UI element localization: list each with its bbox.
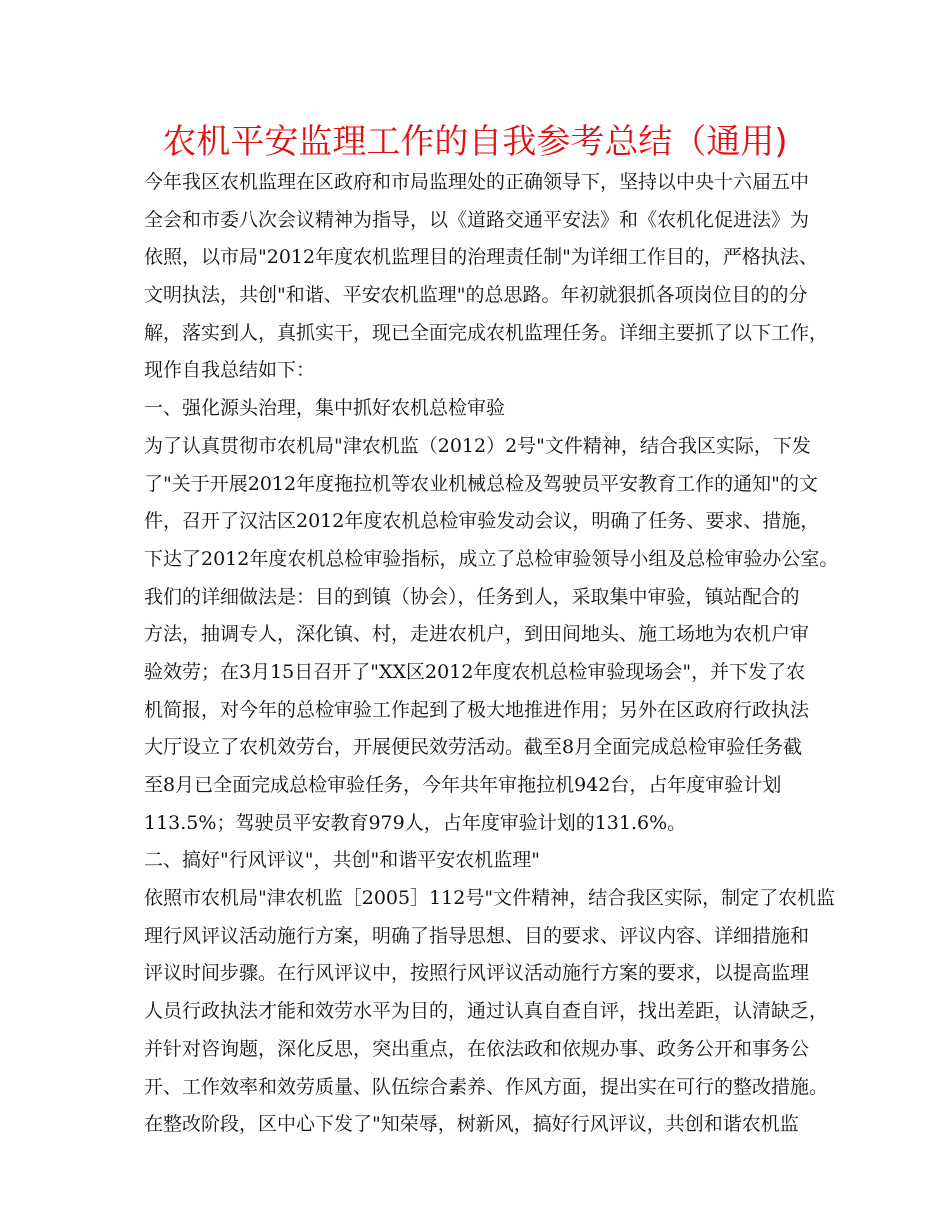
paragraph-line: 件，召开了汉沽区2012年度农机总检审验发动会议，明确了任务、要求、措施， xyxy=(144,510,820,533)
paragraph-line: 了"关于开展2012年度拖拉机等农业机械总检及驾驶员平安教育工作的通知"的文 xyxy=(144,472,818,495)
paragraph-line: 113.5%；驾驶员平安教育979人，占年度审验计划的131.6%。 xyxy=(144,811,687,834)
paragraph-line: 今年我区农机监理在区政府和市局监理处的正确领导下，坚持以中央十六届五中 xyxy=(144,171,810,193)
document-title: 农机平安监理工作的自我参考总结（通用) xyxy=(162,122,788,162)
paragraph-line: 解，落实到人，真抓实干，现已全面完成农机监理任务。详细主要抓了以下工作， xyxy=(144,321,829,344)
paragraph-line: 现作自我总结如下： xyxy=(144,359,316,382)
paragraph-line: 人员行政执法才能和效劳水平为目的，通过认真自查自评，找出差距，认清缺乏， xyxy=(144,1000,829,1023)
document-body xyxy=(144,164,839,1144)
paragraph-line: 我们的详细做法是：目的到镇（协会），任务到人，采取集中审验，镇站配合的 xyxy=(144,585,800,608)
paragraph-line: 大厅设立了农机效劳台，开展便民效劳活动。截至8月全面完成总检审验任务截 xyxy=(144,736,803,759)
paragraph-line: 至8月已全面完成总检审验任务，今年共年审拖拉机942台，占年度审验计划 xyxy=(144,774,782,796)
paragraph-line: 方法，抽调专人，深化镇、村，走进农机户，到田间地头、施工场地为农机户审 xyxy=(144,623,810,646)
paragraph-line: 为了认真贯彻市农机局"津农机监（2012）2号"文件精神，结合我区实际，下发 xyxy=(144,434,811,457)
paragraph-line: 全会和市委八次会议精神为指导，以《道路交通平安法》和《农机化促进法》为 xyxy=(144,208,810,231)
paragraph-line: 在整改阶段，区中心下发了"知荣辱，树新风，搞好行风评议，共创和谐农机监 xyxy=(144,1113,799,1136)
section-heading: 一、强化源头治理，集中抓好农机总检审验 xyxy=(144,397,506,420)
paragraph-line: 开、工作效率和效劳质量、队伍综合素养、作风方面，提出实在可行的整改措施。 xyxy=(144,1075,829,1098)
paragraph-line: 下达了2012年度农机总检审验指标，成立了总检审验领导小组及总检审验办公室。 xyxy=(144,547,839,570)
paragraph-line: 评议时间步骤。在行风评议中，按照行风评议活动施行方案的要求，以提高监理 xyxy=(144,962,810,985)
paragraph-line: 文明执法，共创"和谐、平安农机监理"的总思路。年初就狠抓各项岗位目的的分 xyxy=(144,284,808,307)
paragraph-line: 依照市农机局"津农机监［2005］112号"文件精神，结合我区实际，制定了农机监 xyxy=(144,887,836,910)
paragraph-line: 理行风评议活动施行方案，明确了指导思想、目的要求、评议内容、详细措施和 xyxy=(144,924,810,947)
paragraph-line: 并针对咨询题，深化反思，突出重点，在依法政和依规办事、政务公开和事务公 xyxy=(144,1037,810,1060)
paragraph-line: 验效劳；在3月15日召开了"XX区2012年度农机总检审验现场会"，并下发了农 xyxy=(144,660,806,683)
paragraph-line: 机简报，对今年的总检审验工作起到了极大地推进作用；另外在区政府行政执法 xyxy=(144,698,810,721)
paragraph-line: 依照，以市局"2012年度农机监理目的治理责任制"为详细工作目的，严格执法、 xyxy=(144,246,818,269)
section-heading: 二、搞好"行风评议"，共创"和谐平安农机监理" xyxy=(144,849,540,872)
